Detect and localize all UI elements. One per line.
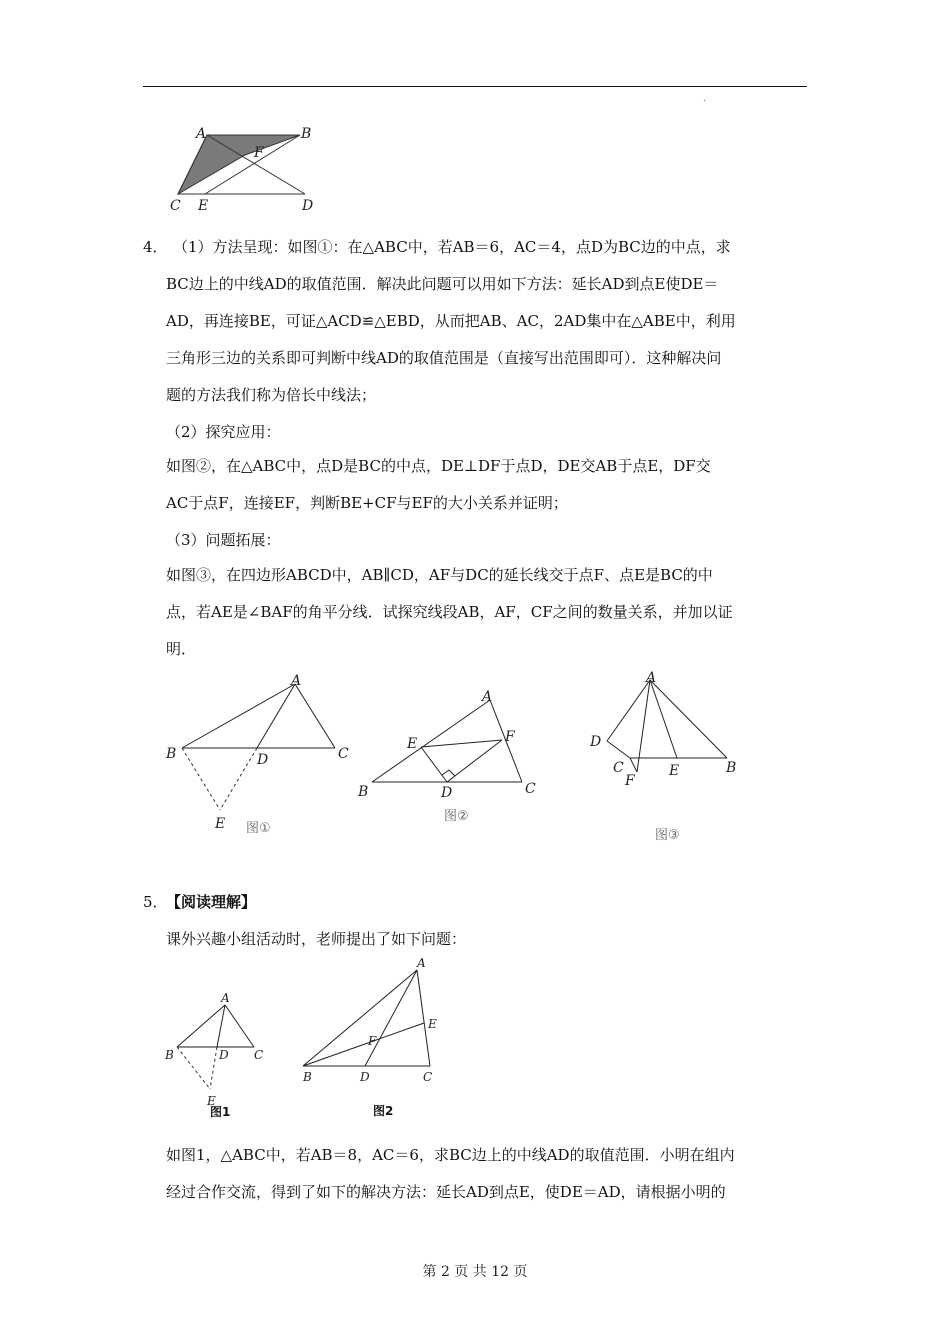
label-A: A — [221, 991, 230, 1005]
label-E: E — [198, 198, 209, 214]
label-C: C — [525, 781, 536, 797]
label-A: A — [196, 126, 207, 142]
label-E: E — [428, 1017, 437, 1031]
q4-line-8: AC于点F，连接EF，判断BE+CF与EF的大小关系并证明； — [166, 494, 568, 512]
label-E: E — [669, 763, 680, 779]
q5-fig2-caption: 图2 — [373, 1104, 394, 1118]
label-A: A — [646, 670, 657, 686]
label-C: C — [613, 760, 624, 776]
q4-line-10: 如图③，在四边形ABCD中，AB∥CD，AF与DC的延长线交于点F、点E是BC的中 — [166, 566, 713, 584]
fig1-caption: 图① — [246, 821, 271, 836]
fig3-caption: 图③ — [655, 828, 680, 843]
q4-line-9: （3）问题拓展： — [166, 531, 281, 549]
label-F: F — [368, 1034, 377, 1048]
label-D: D — [219, 1048, 229, 1062]
label-C: C — [338, 746, 349, 762]
label-B: B — [358, 784, 369, 800]
label-E: E — [207, 1094, 216, 1108]
q4-figure-3 — [585, 668, 755, 848]
label-C: C — [170, 198, 181, 214]
q4-figure-2 — [355, 685, 555, 830]
label-F: F — [625, 773, 635, 789]
q5-intro: 课外兴趣小组活动时，老师提出了如下问题： — [166, 930, 467, 948]
label-B: B — [301, 126, 312, 142]
q4-number: 4． — [143, 238, 168, 256]
label-B: B — [726, 760, 737, 776]
label-B: B — [165, 1048, 174, 1062]
label-F: F — [505, 729, 515, 745]
header-rule — [143, 86, 807, 87]
label-C: C — [423, 1070, 433, 1084]
label-E: E — [407, 736, 418, 752]
q5-figure-2 — [295, 955, 455, 1120]
label-E: E — [215, 816, 226, 832]
q4-line-5: 题的方法我们称为倍长中线法； — [166, 386, 377, 404]
page-footer: 第 2 页 共 12 页 — [422, 1264, 528, 1280]
q4-line-4: 三角形三边的关系即可判断中线AD的取值范围是（直接写出范围即可）．这种解决问 — [166, 349, 722, 367]
fig2-caption: 图② — [444, 809, 469, 824]
top-parallelogram-figure — [160, 120, 340, 220]
q5-fig1-caption: 图1 — [210, 1105, 231, 1119]
q4-line-12: 明． — [166, 640, 197, 658]
q5-figure-1 — [160, 985, 280, 1120]
label-B: B — [303, 1070, 312, 1084]
q4-line-3: AD，再连接BE，可证△ACD≌△EBD，从而把AB、AC，2AD集中在△ABE中，利用 — [166, 312, 736, 330]
q5-heading: 【阅读理解】 — [166, 893, 257, 911]
q4-line-6: （2）探究应用： — [166, 423, 281, 441]
q4-line-7: 如图②，在△ABC中，点D是BC的中点，DE⊥DF于点D，DE交AB于点E，DF交 — [166, 457, 711, 475]
label-C: C — [254, 1048, 264, 1062]
label-D: D — [302, 198, 314, 214]
label-D: D — [590, 734, 602, 750]
q4-line-1: （1）方法呈现：如图①：在△ABC中，若AB＝6，AC＝4，点D为BC边的中点，求 — [173, 238, 731, 256]
q4-line-11: 点，若AE是∠BAF的角平分线．试探究线段AB，AF，CF之间的数量关系，并加以证 — [166, 603, 733, 621]
q5-line-2: 经过合作交流，得到了如下的解决方法：延长AD到点E，使DE＝AD，请根据小明的 — [166, 1183, 726, 1201]
label-D: D — [441, 785, 453, 801]
q5-line-1: 如图1，△ABC中，若AB＝8，AC＝6，求BC边上的中线AD的取值范围．小明在组内 — [166, 1146, 735, 1164]
label-A: A — [417, 956, 426, 970]
q5-number: 5． — [143, 893, 168, 911]
q4-line-2: BC边上的中线AD的取值范围．解决此问题可以用如下方法：延长AD到点E使DE＝ — [166, 275, 719, 293]
label-F: F — [254, 145, 264, 161]
q4-figure-1 — [160, 670, 360, 845]
label-B: B — [166, 746, 177, 762]
label-A: A — [482, 689, 493, 705]
label-D: D — [257, 752, 269, 768]
label-A: A — [291, 673, 302, 689]
shaded-region — [178, 135, 300, 194]
header-dot: · — [703, 96, 707, 107]
label-D: D — [360, 1070, 370, 1084]
